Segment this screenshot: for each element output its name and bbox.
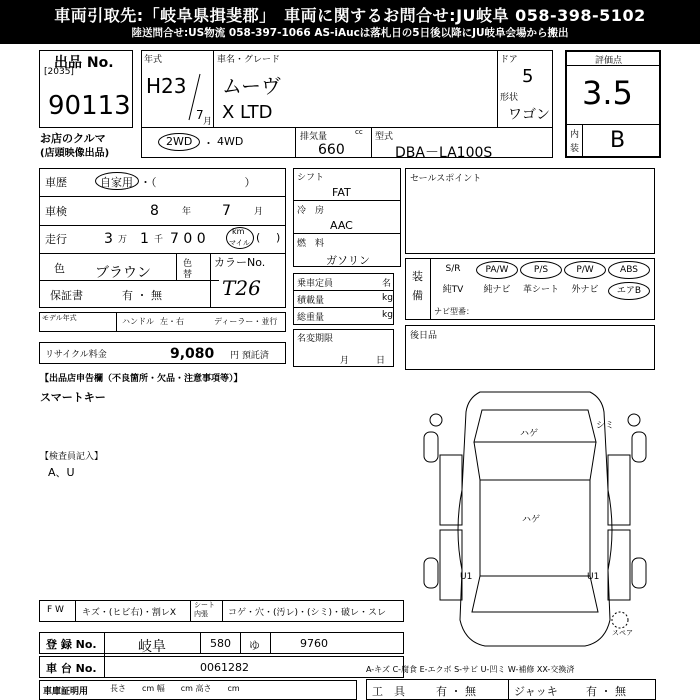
inspection-label: 車検	[45, 205, 67, 218]
interior-label2: 装	[570, 144, 580, 154]
nameexp-label: 名変期限	[297, 334, 334, 344]
mark-hage-top: ハゲ	[520, 429, 539, 439]
mark-u1-left: U1	[460, 572, 473, 582]
recycle-unit: 円 預託済	[230, 351, 269, 361]
shape-value: ワゴン	[508, 107, 550, 123]
reg-kana: ゆ	[249, 639, 260, 652]
score-value: 3.5	[582, 74, 633, 112]
color-change1: 色	[183, 259, 193, 269]
model-label: 型式	[375, 132, 394, 142]
sales-label: セールスポイント	[410, 174, 482, 184]
fuel-label: 燃 料	[297, 239, 325, 249]
capacity-row-label: 乗車定員	[297, 279, 334, 289]
fw-items: キズ・(ヒビ右)・割レX	[82, 608, 177, 618]
capacity-row-unit: 名	[382, 279, 392, 289]
recycle-label: リサイクル料金	[45, 350, 107, 360]
car-grade: X LTD	[222, 102, 273, 123]
lot-number: 90113	[48, 91, 131, 121]
equipment-item	[432, 282, 474, 300]
interior-label1: 内	[570, 130, 580, 140]
history-private: 自家用	[100, 176, 133, 189]
header-line2: 陸送問合せ:US物流 058-397-1066 AS-iAucは落札日の5日後以降にJU岐阜会場から搬出	[131, 27, 569, 39]
rear-label: 後日品	[410, 331, 438, 341]
mileage-sen: 千	[154, 235, 164, 245]
mileage-rest: 7 0 0	[170, 231, 206, 247]
name-label: 車名・グレード	[217, 55, 281, 65]
mileage-man: 万	[118, 235, 128, 245]
equipment-item-label: S/R	[445, 264, 461, 274]
reg-number: 9760	[300, 637, 328, 650]
rear-box	[405, 325, 655, 370]
nameexp-unit: 月 日	[340, 356, 386, 366]
lot-box	[39, 50, 133, 128]
equipment-item-label: 革シート	[522, 285, 559, 295]
equipment-item	[564, 261, 606, 279]
equipment-item	[476, 282, 518, 300]
equip-label1: 装	[412, 270, 423, 283]
chassis-label: 車 台 No.	[46, 662, 97, 675]
capacity-row-unit: kg	[382, 310, 393, 320]
navi-label: ナビ型番：	[434, 307, 474, 316]
equipment-item	[608, 282, 650, 300]
equipment-item-label: 純TV	[442, 285, 464, 295]
displacement-unit: cc	[355, 128, 363, 136]
inspection-month-unit: 月	[254, 207, 264, 217]
month-value: 7	[196, 108, 204, 122]
km-label: km	[232, 227, 245, 236]
car-name: ムーヴ	[222, 74, 281, 98]
equipment-item-label: PA/W	[485, 265, 509, 275]
header-banner	[0, 0, 700, 44]
equipment-item-label: エアB	[616, 286, 642, 296]
shop-sub: (店頭映像出品)	[40, 148, 110, 159]
month-unit: 月	[203, 117, 213, 127]
interior-value: B	[610, 128, 626, 153]
mileage-1k: 1	[140, 231, 149, 247]
warranty-label: 保証書	[50, 289, 83, 302]
color-no-value: T26	[222, 276, 261, 300]
mark-hage-mid: ハゲ	[522, 515, 541, 525]
handle-label: ハンドル	[122, 317, 154, 326]
lot-label: 出品 No.	[54, 55, 114, 71]
ac-value: AAC	[330, 219, 353, 232]
shift-label: シフト	[297, 173, 325, 183]
notes-text: スマートキー	[40, 391, 106, 404]
jack-label: ジャッキ	[514, 685, 558, 698]
mileage-10k: 3	[104, 231, 113, 247]
score-label: 評価点	[595, 56, 623, 66]
chassis-value: 0061282	[200, 661, 249, 674]
reg-office: 岐阜	[138, 639, 166, 655]
equipment-item-label: P/S	[533, 265, 549, 275]
capacity-row-unit: kg	[382, 293, 393, 303]
color-no-label: カラーNo.	[214, 256, 266, 269]
model-year-label: モデル年式	[42, 314, 77, 322]
recycle-amount: 9,080	[170, 346, 215, 362]
mark-shimi: シミ	[596, 421, 615, 431]
inspection-month: 7	[222, 203, 231, 219]
cert-label: 車庫証明用	[43, 687, 89, 697]
mile-label: マイル	[229, 239, 250, 247]
handle-opts: 左・右	[160, 317, 184, 326]
equipment-item	[520, 282, 562, 300]
mileage-label: 走行	[45, 233, 67, 246]
capacity-row-label: 積載量	[297, 296, 325, 306]
shape-label: 形状	[500, 93, 519, 103]
history-label: 車歴	[45, 176, 67, 189]
displacement-label: 排気量	[300, 132, 328, 142]
seat-items: コゲ・穴・(汚レ)・(シミ)・破レ・スレ	[228, 608, 387, 618]
history-rest: ・（ ）	[140, 176, 256, 189]
inspection-year-unit: 年	[182, 207, 192, 217]
shop-label: お店のクルマ	[40, 132, 106, 145]
ac-label: 冷 房	[297, 206, 325, 216]
drive-sep: ・	[203, 137, 214, 150]
displacement-value: 660	[318, 142, 345, 158]
spare-label: スペア	[612, 629, 633, 637]
equipment-item-label: 純ナビ	[483, 285, 511, 295]
equipment-item-label: 外ナビ	[571, 285, 599, 295]
drive-2wd: 2WD	[166, 135, 193, 148]
color-change2: 替	[183, 270, 193, 280]
doors-value: 5	[522, 66, 534, 87]
equipment-item-label: P/W	[576, 265, 594, 275]
equipment-item	[564, 282, 606, 300]
notes-label: 【出品店申告欄（不良箇所・欠品・注意事項等）】	[40, 374, 243, 384]
color-value: ブラウン	[95, 265, 151, 281]
fw-label: F W	[47, 605, 64, 615]
reg-label: 登 録 No.	[46, 638, 97, 651]
reg-class: 580	[210, 637, 231, 650]
drive-4wd: 4WD	[217, 135, 244, 148]
equip-label2: 備	[412, 289, 423, 302]
header-line1: 車両引取先:「岐阜県揖斐郡」 車両に関するお問合せ:JU岐阜 058-398-5102	[54, 6, 646, 25]
cert-items: 長さ cm 幅 cm 高さ cm	[110, 684, 240, 693]
inspection-year: 8	[150, 203, 159, 219]
equipment-item	[432, 261, 474, 279]
damage-codes: A-キズ C-腐食 E-エクボ S-サビ U-凹ミ W-補修 XX-交換済	[366, 665, 575, 674]
seat-label: シート内張	[194, 601, 215, 618]
tools-label: 工 具	[372, 685, 405, 698]
year-label: 年式	[144, 55, 163, 65]
doors-label: ドア	[500, 55, 518, 65]
dealer-label: ディーラー・並行	[214, 317, 278, 326]
capacity-row-label: 総重量	[297, 313, 325, 323]
inspector-value: A、U	[48, 466, 75, 479]
jack-opts: 有 ・ 無	[586, 685, 626, 698]
color-label: 色	[54, 262, 65, 275]
mark-u1-right: U1	[587, 572, 600, 582]
fuel-value: ガソリン	[326, 254, 370, 267]
equipment-item-label: ABS	[620, 265, 638, 275]
equipment-item	[608, 261, 650, 279]
lot-sub: [2035]	[44, 67, 74, 77]
year-value: H23	[146, 74, 187, 98]
tools-opts: 有 ・ 無	[436, 685, 476, 698]
model-value: DBA－LA100S	[395, 145, 493, 161]
equipment-item	[520, 261, 562, 279]
shift-value: FAT	[332, 186, 351, 199]
equipment-item	[476, 261, 518, 279]
warranty-opts: 有 ・ 無	[122, 289, 162, 302]
inspector-label: 【検査員記入】	[40, 452, 104, 462]
